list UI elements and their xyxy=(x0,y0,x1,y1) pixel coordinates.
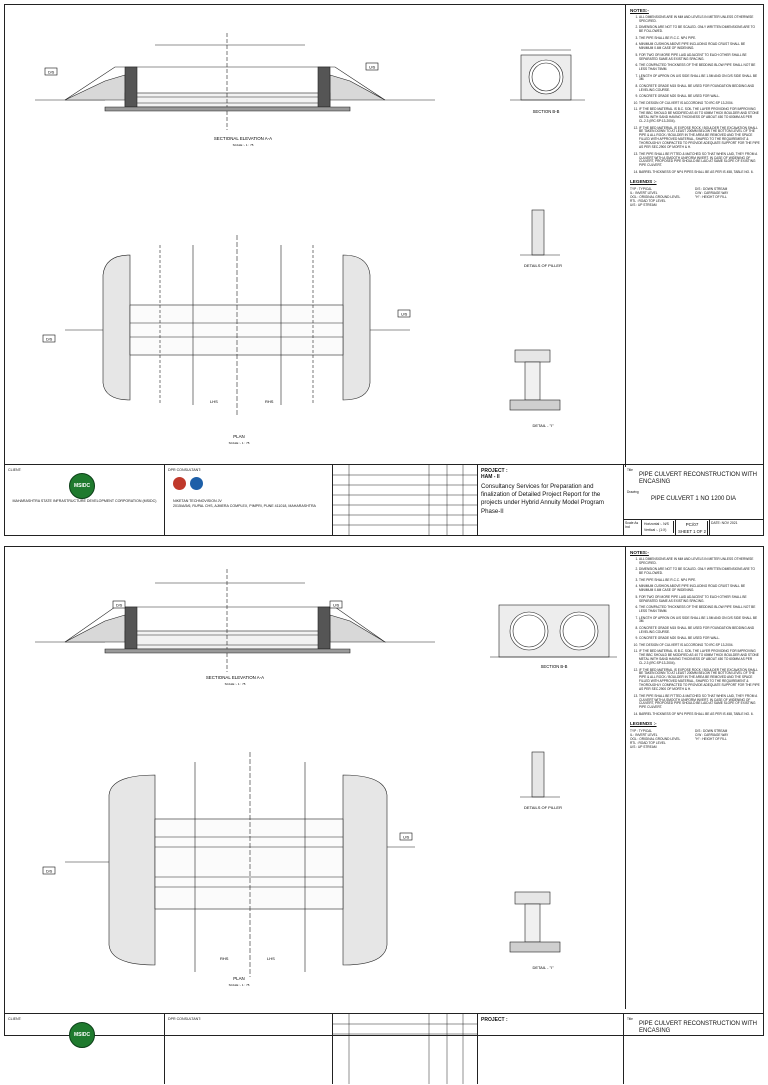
ds-tag: D/S xyxy=(48,70,55,75)
note-item: 10. THE DESIGN OF CULVERT IS ACCORDING TO IRC:SP 13-2004. xyxy=(639,644,760,648)
legend-item: "H" : HEIGHT OF FILL xyxy=(695,194,727,199)
note-item: 13. THE PIPE SHALL BE FITTED & MATCHED SO THAT WHEN LAID, THEY FROM A CULVERT WITH A SMOOTH UNIFORM INVERT. IN CASE OF WIDENING OF CULVERT, PROPOSED PIPE SHOULD BE LAID AT SAME SLOPE OF EXISTING PIPE CULVERT. xyxy=(639,153,760,169)
legend-item: RTL : ROAD TOP LEVEL xyxy=(630,740,666,745)
note-item: 5. FOR TWO OR MORE PIPE LAID ADJACENT TO EACH OTHER SHALL BE SEPARATED SAME AS EXISTING SPACING. xyxy=(639,596,760,604)
note-item: 11. IF THE BED MATERIAL IS B.C. SOIL THE LAYER PROVIDING FOR IMPROVING THE BBC SHOULD BE MODIFIED AS 40 TO 60MM THICK BOULDER AND STONE METAL WITH SAND HAVING THICKNESS OF ABOUT 450 TO 600MM AS PER CL.2.3 (IRC:SP:13-2004). xyxy=(639,650,760,666)
title-meta xyxy=(624,519,763,535)
revision-table xyxy=(333,465,478,535)
scale-label: Scale xyxy=(625,521,634,525)
detail-title: DETAIL - "I" xyxy=(532,965,554,970)
project-cell xyxy=(478,465,624,535)
legend-item: OGL : ORIGINAL GROUND LEVEL xyxy=(630,736,681,741)
plan-view xyxy=(43,752,415,977)
legend-item: TYP : TYPICAL xyxy=(630,186,653,191)
project-label: PROJECT : xyxy=(481,1017,508,1023)
note-item: 7. LENGTH OF APRON ON U/S SIDE SHALL BE 1.5M AND ON D/S SIDE SHALL BE 3M. xyxy=(639,75,760,83)
legend-item: D/S : DOWN STREAM xyxy=(695,186,728,191)
pillar-detail xyxy=(520,752,560,797)
scale-cell xyxy=(624,520,642,535)
note-item: 2. DIMENSION ARE NOT TO BE SCALED. ONLY WRITTEN DIMENSIONS ARE TO BE FOLLOWED. xyxy=(639,26,760,34)
note-item: 8. CONCRETE GRADE M15 SHALL BE USED FOR FOUNDATION BEDDING AND LEVELING COURSE. xyxy=(639,627,760,635)
legend-item: OGL : ORIGINAL GROUND LEVEL xyxy=(630,194,681,199)
note-item: 4. MINIMUM CUSHION ABOVE PIPE INCLUDING ROAD CRUST SHALL BE MINIMUM 0.6M CASE OF WIDENING. xyxy=(639,585,760,593)
note-item: 2. DIMENSION ARE NOT TO BE SCALED. ONLY WRITTEN DIMENSIONS ARE TO BE FOLLOWED. xyxy=(639,568,760,576)
legend-item: C/W : CARRIAGE WAY xyxy=(695,732,729,737)
elevation-scale: SCALE :- 1 : 75 xyxy=(232,143,254,147)
elevation-title: SECTIONAL ELEVATION A-A xyxy=(205,675,265,680)
note-item: 10. THE DESIGN OF CULVERT IS ACCORDING TO IRC:SP 13-2004. xyxy=(639,102,760,106)
project-code: HAM - II xyxy=(481,474,500,480)
legend-item: "H" : HEIGHT OF FILL xyxy=(695,736,727,741)
elevation-scale: SCALE :- 1 : 75 xyxy=(224,682,246,686)
lhs-label: LHS xyxy=(267,956,275,961)
drawing-area-1 xyxy=(5,5,625,467)
title-label: Title xyxy=(627,468,633,472)
sectional-elevation xyxy=(35,569,435,672)
title-cell xyxy=(624,465,763,535)
title-cell xyxy=(624,1014,763,1084)
legends xyxy=(630,179,760,207)
drawing-sheet-2 xyxy=(4,546,764,1036)
note-item: 9. CONCRETE GRADE M20 SHALL BE USED FOR WALL. xyxy=(639,637,760,641)
section-bb-title: SECTION B-B xyxy=(532,109,560,114)
note-item: 13. THE PIPE SHALL BE FITTED & MATCHED SO THAT WHEN LAID, THEY FROM A CULVERT WITH A SMOOTH UNIFORM INVERT. IN CASE OF WIDENING OF CULVERT, PROPOSED PIPE SHOULD BE LAID AT SAME SLOPE OF EXISTING PIPE CULVERT. xyxy=(639,695,760,711)
pillar-detail xyxy=(520,210,560,255)
note-item: 8. CONCRETE GRADE M15 SHALL BE USED FOR FOUNDATION BEDDING AND LEVELING COURSE. xyxy=(639,85,760,93)
drawing-number: PC/07 xyxy=(677,521,708,528)
drawing-sheet-1 xyxy=(4,4,764,536)
note-item: 5. FOR TWO OR MORE PIPE LAID ADJACENT TO EACH OTHER SHALL BE SEPARATED SAME AS EXISTING SPACING. xyxy=(639,54,760,62)
dpr-address: 2015/A/5/6, RUPAL CHS, AJMERA COMPLEX, PIMPRI, PUNE 411018, MAHARASHTRA xyxy=(173,503,316,508)
client-cell xyxy=(5,465,165,535)
client-label: CLIENT: xyxy=(8,1017,22,1021)
consultant-logo-icon xyxy=(190,477,203,490)
dpr-logos xyxy=(173,477,203,490)
title-block xyxy=(5,464,763,535)
vertical-scale: Vertical :- (1:X) xyxy=(643,527,674,533)
msidc-logo: MSIDC xyxy=(69,1022,95,1048)
dpr-name xyxy=(173,499,316,508)
msidc-logo: MSIDC xyxy=(69,473,95,499)
detail-i xyxy=(510,350,560,410)
ds-tag: D/S xyxy=(116,603,123,608)
detail-title: DETAIL - "I" xyxy=(532,423,554,428)
sheet-number-cell xyxy=(676,520,710,535)
note-item: 6. THE COMPACTED THICKNESS OF THE BEDDING BLOW PIPE SHALL NOT BE LESS THAN 75MM. xyxy=(639,64,760,72)
legend-item: RTL : ROAD TOP LEVEL xyxy=(630,198,666,203)
drawing-area-2 xyxy=(5,547,625,1017)
sheet-number: SHEET 1 OF 2 xyxy=(677,528,708,535)
sheet-title: PIPE CULVERT RECONSTRUCTION WITH ENCASING xyxy=(639,1021,758,1034)
dpr-cell xyxy=(165,1014,333,1084)
note-item: 3. THE PIPE SHALL BE R.C.C. NP4 PIPE. xyxy=(639,37,760,41)
plan-us-tag: U/S xyxy=(403,835,410,840)
note-item: 1. ALL DIMENSIONS ARE IN MM AND LEVELS IN METER UNLESS OTHERWISE SPECIFIED. xyxy=(639,558,760,566)
consultant-logo-icon xyxy=(173,477,186,490)
horizontal-scale: Horizontal :- N/S xyxy=(643,521,674,527)
scale-axes xyxy=(642,520,676,535)
notes-panel xyxy=(625,547,763,1009)
note-item: 7. LENGTH OF APRON ON U/S SIDE SHALL BE 1.5M AND ON D/S SIDE SHALL BE 3M. xyxy=(639,617,760,625)
rhs-label: RHS xyxy=(265,399,274,404)
legend-item: D/S : DOWN STREAM xyxy=(695,728,728,733)
notes-panel xyxy=(625,5,763,467)
plan-scale: SCALE :- 1 : 75 xyxy=(228,983,250,987)
legend-item: TYP : TYPICAL xyxy=(630,728,653,733)
drawing-label: Drawing xyxy=(627,490,639,494)
note-item: 3. THE PIPE SHALL BE R.C.C. NP4 PIPE. xyxy=(639,579,760,583)
detail-i xyxy=(510,892,560,952)
rhs-label: RHS xyxy=(220,956,229,961)
plan-title: PLAN xyxy=(233,434,245,439)
notes-title: NOTES:- xyxy=(630,8,649,13)
legends-title: LEGENDS :- xyxy=(630,720,657,726)
section-bb-title: SECTION B-B xyxy=(540,664,568,669)
sheet-title: PIPE CULVERT RECONSTRUCTION WITH ENCASING xyxy=(639,472,758,485)
legends xyxy=(630,721,760,749)
plan-view xyxy=(43,235,410,415)
note-item: 4. MINIMUM CUSHION ABOVE PIPE INCLUDING ROAD CRUST SHALL BE MINIMUM 0.6M CASE OF WIDENING. xyxy=(639,43,760,51)
plan-scale: SCALE :- 1 : 75 xyxy=(228,441,250,445)
plan-ds-tag: D/S xyxy=(46,869,53,874)
pillar-title: DETAILS OF PILLER xyxy=(524,263,562,268)
note-item: 9. CONCRETE GRADE M20 SHALL BE USED FOR WALL. xyxy=(639,95,760,99)
dpr-label: DPR CONSULTANT: xyxy=(168,1017,202,1021)
legend-item: C/W : CARRIAGE WAY xyxy=(695,190,729,195)
client-cell xyxy=(5,1014,165,1084)
client-name: MAHARASHTRA STATE INFRASTRUCTURE DEVELOPMENT CORPORATION (MSIDC) xyxy=(12,499,157,503)
legend-item: U/S : UP STREAM xyxy=(630,202,657,207)
section-bb xyxy=(510,50,585,100)
section-bb xyxy=(490,605,617,657)
plan-us-tag: U/S xyxy=(401,312,408,317)
drawing-title: PIPE CULVERT 1 NO 1200 DIA xyxy=(650,496,737,502)
legend-item: IL : INVERT LEVEL xyxy=(630,732,658,737)
note-item: 11. IF THE BED MATERIAL IS B.C. SOIL THE LAYER PROVIDING FOR IMPROVING THE BBC SHOULD BE MODIFIED AS 40 TO 60MM THICK BOULDER AND STONE METAL WITH SAND HAVING THICKNESS OF ABOUT 450 TO 600MM AS PER CL.2.3 (IRC:SP:13-2004). xyxy=(639,108,760,124)
date: DATE: NOV 2021 xyxy=(711,521,738,525)
revision-grid xyxy=(333,1014,477,1084)
notes-title: NOTES:- xyxy=(630,550,649,555)
revision-grid xyxy=(333,465,477,535)
project-label: PROJECT : xyxy=(481,468,508,474)
note-item: 12. IF THE BED MATERIAL IS EXPOSE ROCK / BOULDER THE EXCAVATION SHALL BE TAKEN DOWN TO AT LEAST 200MM BELOW THE BOTTOM LEVEL OF THE PIPE & ALL ROCK / BOULDER IN THE AREA BE REMOVED AND THE SPACE FILLED WITH APPROVED MATERIAL, SHAPED TO THE REQUIREMENT & THOROUGHLY COMPACTED TO PROVIDE ADEQUATE SUPPORT FOR THE PIPE AS PER SEC.2900 OF MORTH & H. xyxy=(639,127,760,150)
note-item: 1. ALL DIMENSIONS ARE IN MM AND LEVELS IN METER UNLESS OTHERWISE SPECIFIED. xyxy=(639,16,760,24)
sectional-elevation xyxy=(35,33,435,130)
scale-value: As Ind xyxy=(625,521,639,529)
legend-item: U/S : UP STREAM xyxy=(630,744,657,749)
plan-ds-tag: D/S xyxy=(46,337,53,342)
note-item: 6. THE COMPACTED THICKNESS OF THE BEDDING BLOW PIPE SHALL NOT BE LESS THAN 75MM. xyxy=(639,606,760,614)
note-item: 14. BARREL THICKNESS OF NP4 PIPES SHALL BE AS PER IS 458, TABLE NO. 6. xyxy=(639,713,760,717)
note-item: 12. IF THE BED MATERIAL IS EXPOSE ROCK / BOULDER THE EXCAVATION SHALL BE TAKEN DOWN TO AT LEAST 200MM BELOW THE BOTTOM LEVEL OF THE PIPE & ALL ROCK / BOULDER IN THE AREA BE REMOVED AND THE SPACE FILLED WITH APPROVED MATERIAL, SHAPED TO THE REQUIREMENT & THOROUGHLY COMPACTED TO PROVIDE ADEQUATE SUPPORT FOR THE PIPE AS PER SEC.2900 OF MORTH & H. xyxy=(639,669,760,692)
dpr-company: NIKETAN TECHNOVISION JV xyxy=(173,499,222,503)
client-label: CLIENT: xyxy=(8,468,22,472)
pillar-title: DETAILS OF PILLER xyxy=(524,805,562,810)
title-label: Title xyxy=(627,1017,633,1021)
project-description: Consultancy Services for Preparation and finalization of Detailed Project Report for the projects under Hybrid Annuity Model Program Phase-II xyxy=(481,483,604,515)
note-item: 14. BARREL THICKNESS OF NP4 PIPES SHALL BE AS PER IS 458, TABLE NO. 6. xyxy=(639,171,760,175)
project-cell xyxy=(478,1014,624,1084)
legends-title: LEGENDS :- xyxy=(630,178,657,184)
legend-item: IL : INVERT LEVEL xyxy=(630,190,658,195)
us-tag: U/S xyxy=(369,65,376,70)
lhs-label: LHS xyxy=(210,399,218,404)
elevation-title: SECTIONAL ELEVATION A-A xyxy=(213,136,273,141)
dpr-label: DPR CONSULTANT: xyxy=(168,468,202,472)
us-tag: U/S xyxy=(333,603,340,608)
plan-title: PLAN xyxy=(233,976,245,981)
revision-table xyxy=(333,1014,478,1084)
dpr-cell xyxy=(165,465,333,535)
